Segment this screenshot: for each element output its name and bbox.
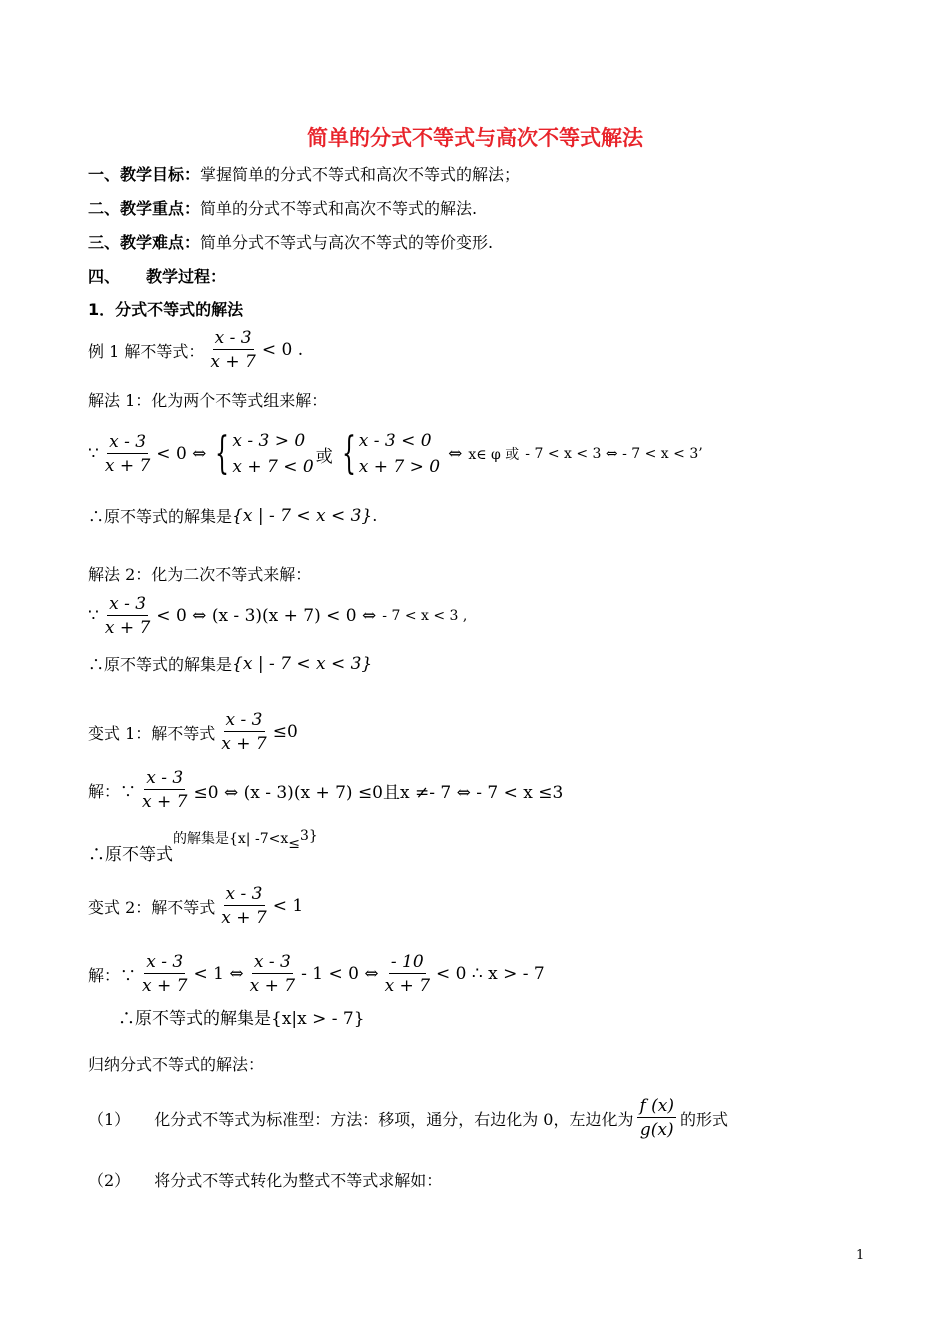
system-row: x - 3 < 0 — [358, 431, 432, 451]
solution-set-label: 的解集是{x| -7<x — [173, 831, 289, 847]
step-text: 将分式不等式转化为整式不等式求解如： — [154, 1171, 443, 1190]
inequality-system-1 — [208, 428, 313, 480]
solution-steps: ≤0 ⇔ (x - 3)(x + 7) ≤0且x ≠- 7 ⇔ - 7 < x ≤3 — [193, 782, 564, 803]
brace-icon: { — [215, 428, 230, 479]
step-number: （1） — [88, 1109, 131, 1129]
variant-1-conclusion — [88, 828, 318, 865]
variant-2-conclusion: ∴原不等式的解集是{x|x > - 7} — [118, 1009, 365, 1029]
page-number: 1 — [856, 1248, 865, 1263]
because-symbol: ∵ — [88, 606, 99, 626]
equivalence: ⇔ — [448, 444, 463, 464]
fraction-denominator: x + 7 — [249, 976, 296, 996]
fraction-numerator: x - 3 — [109, 432, 147, 452]
inequality-system-2 — [335, 428, 440, 480]
fraction-denominator: x + 7 — [210, 352, 256, 372]
summary-step-1 — [88, 1096, 728, 1140]
step-text: 化分式不等式为标准型：方法：移项，通分，右边化为 0，左边化为 — [154, 1109, 634, 1129]
teaching-goal — [88, 162, 520, 185]
fraction — [383, 952, 432, 996]
empty-set-note: x∈ φ 或 — [468, 447, 520, 463]
variant-2-label: 变式 2：解不等式 — [88, 897, 216, 917]
step-2: - 1 < 0 ⇔ — [301, 964, 379, 984]
teaching-process — [88, 264, 226, 287]
variant-2 — [88, 884, 303, 928]
system-row: x + 7 < 0 — [232, 457, 314, 477]
document-title: 简单的分式不等式与高次不等式解法 — [307, 126, 643, 150]
example-1 — [88, 328, 303, 372]
fraction-denominator: g(x) — [639, 1120, 674, 1140]
method-1-derivation — [88, 428, 703, 480]
step-3: < 0 ∴ x > - 7 — [436, 964, 545, 984]
fraction-denominator: x + 7 — [221, 734, 267, 754]
therefore-text: ∴原不等式的解集是 — [88, 507, 233, 526]
step-1: < 1 ⇔ — [193, 964, 244, 984]
fraction-numerator: x - 3 — [225, 884, 263, 904]
brace-icon: { — [341, 428, 356, 479]
summary-heading: 归纳分式不等式的解法： — [88, 1055, 265, 1074]
or-word: 或 — [315, 446, 333, 467]
fraction-denominator: x + 7 — [384, 976, 431, 996]
fraction-denominator: x + 7 — [142, 792, 188, 812]
fraction-denominator: x + 7 — [142, 976, 188, 996]
therefore-text: ∴原不等式 — [88, 845, 173, 865]
goal-text: 掌握简单的分式不等式和高次不等式的解法； — [200, 165, 521, 184]
method-2-conclusion — [88, 652, 372, 675]
example-1-inequality: < 0 . — [261, 340, 304, 360]
fraction — [248, 952, 297, 996]
fraction-numerator: x - 3 — [146, 768, 184, 788]
relation: < 0 ⇔ (x - 3)(x + 7) < 0 ⇔ — [156, 606, 377, 626]
fraction-numerator: x - 3 — [214, 328, 252, 348]
fraction — [140, 768, 189, 812]
solution-set-end: 3} — [299, 828, 318, 844]
variant-1-solution — [88, 768, 563, 812]
fraction — [219, 710, 268, 754]
fraction — [637, 1096, 676, 1140]
solution-set: {x | - 7 < x < 3} — [232, 505, 373, 526]
because-symbol: ∵ — [88, 444, 99, 464]
fraction — [208, 328, 257, 372]
relation: < 0 ⇔ — [156, 444, 207, 464]
le-symbol: ≤ — [288, 836, 300, 852]
variant-2-solution — [88, 952, 545, 996]
solution-set: {x | - 7 < x < 3} — [232, 653, 373, 674]
fraction — [103, 594, 152, 638]
example-1-label: 例 1 解不等式： — [88, 341, 205, 361]
key-text: 简单的分式不等式和高次不等式的解法. — [200, 199, 478, 218]
period: . — [372, 506, 378, 525]
step-tail: 的形式 — [680, 1109, 729, 1129]
fraction-numerator: - 10 — [390, 952, 424, 972]
process-label: 四、 — [88, 267, 121, 286]
fraction-numerator: x - 3 — [109, 594, 147, 614]
summary-step-2 — [88, 1168, 442, 1191]
teaching-key — [88, 196, 477, 219]
fraction-denominator: x + 7 — [221, 908, 267, 928]
difficulty-text: 简单分式不等式与高次不等式的等价变形. — [200, 233, 494, 252]
key-label: 二、教学重点： — [88, 199, 201, 218]
step-number: （2） — [88, 1171, 131, 1190]
fraction-numerator: x - 3 — [225, 710, 263, 730]
section-heading: 1．分式不等式的解法 — [88, 300, 244, 319]
fraction — [140, 952, 189, 996]
relation: < 1 — [272, 896, 304, 916]
therefore-text: ∴原不等式的解集是 — [88, 655, 233, 674]
teaching-difficulty — [88, 230, 493, 253]
solution-label: 解：∵ — [88, 781, 137, 801]
fraction-numerator: x - 3 — [253, 952, 291, 972]
system-row: x - 3 > 0 — [232, 431, 306, 451]
process-text: 教学过程： — [146, 267, 227, 286]
method-2-derivation — [88, 594, 467, 638]
goal-label: 一、教学目标： — [88, 165, 201, 184]
variant-1-label: 变式 1：解不等式 — [88, 723, 216, 743]
method-1-label: 解法 1：化为两个不等式组来解： — [88, 391, 328, 410]
solution-range: - 7 < x < 3 , — [382, 608, 468, 624]
fraction — [219, 884, 268, 928]
fraction-denominator: x + 7 — [104, 618, 151, 638]
fraction — [103, 432, 152, 476]
fraction-denominator: x + 7 — [104, 456, 151, 476]
system-row: x + 7 > 0 — [358, 457, 441, 477]
variant-1 — [88, 710, 298, 754]
solution-range: - 7 < x < 3 ⇔ - 7 < x < 3’ — [525, 446, 703, 462]
solution-label: 解：∵ — [88, 965, 137, 985]
method-2-label: 解法 2：化为二次不等式来解： — [88, 565, 312, 584]
method-1-conclusion — [88, 504, 377, 527]
fraction-numerator: f (x) — [639, 1096, 675, 1116]
difficulty-label: 三、教学难点： — [88, 233, 201, 252]
fraction-numerator: x - 3 — [146, 952, 184, 972]
relation: ≤0 — [272, 722, 298, 742]
